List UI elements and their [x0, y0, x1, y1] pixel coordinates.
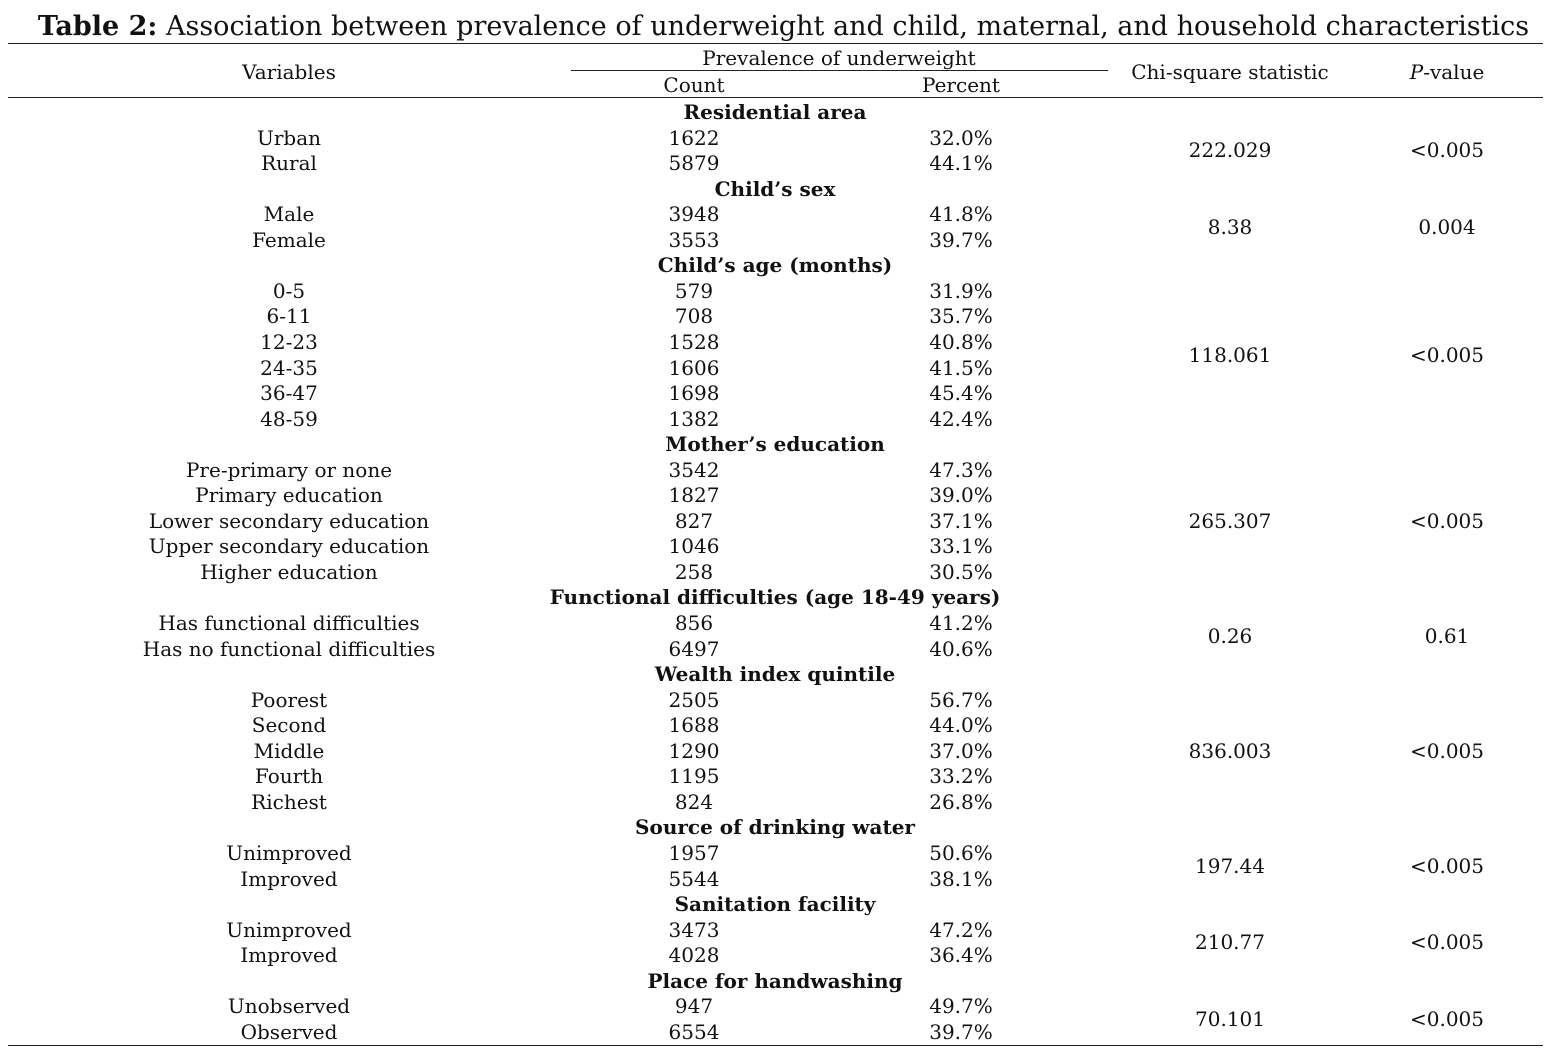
row-percent: 44.1%: [929, 151, 993, 176]
row-count: 1382: [668, 406, 720, 431]
row-count: 1046: [668, 534, 720, 559]
row-label: 6-11: [266, 304, 312, 329]
row-label: 48-59: [260, 406, 318, 431]
section-title: Wealth index quintile: [654, 662, 896, 687]
header-p-value: [1410, 60, 1485, 84]
row-label: Fourth: [254, 764, 324, 789]
row-count: 824: [674, 789, 714, 814]
row-count: 1622: [668, 125, 720, 150]
table-number: Table 2:: [37, 11, 158, 42]
chi-square-value: 210.77: [1195, 930, 1265, 955]
row-label: Pre-primary or none: [185, 457, 393, 482]
row-count: 3473: [668, 917, 720, 942]
row-count: 1957: [668, 840, 720, 865]
section-title: Mother’s education: [665, 432, 885, 457]
row-count: 2505: [668, 687, 720, 712]
row-count: 1528: [668, 329, 720, 354]
row-percent: 45.4%: [929, 381, 993, 406]
row-label: Has functional difficulties: [158, 611, 420, 635]
row-count: 5544: [668, 866, 720, 891]
row-percent: 31.9%: [929, 278, 993, 303]
header-rule: [8, 97, 1543, 98]
row-count: 947: [674, 994, 714, 1019]
row-percent: 39.0%: [929, 483, 993, 508]
row-label: Unimproved: [226, 840, 352, 865]
row-label: Primary education: [195, 483, 383, 508]
row-count: 1290: [668, 738, 720, 763]
chi-square-value: 118.061: [1188, 342, 1272, 367]
row-label: Unobserved: [227, 994, 351, 1019]
chi-square-value: 0.26: [1207, 623, 1253, 648]
p-value: 0.61: [1424, 623, 1470, 648]
p-value: <0.005: [1409, 1007, 1485, 1032]
row-percent: 47.2%: [929, 917, 993, 942]
row-count: 579: [674, 278, 714, 303]
row-percent: 42.4%: [929, 406, 993, 431]
table-title: [0, 10, 1567, 44]
section-title: Child’s sex: [714, 176, 836, 201]
row-percent: 37.0%: [929, 738, 993, 763]
row-label: 36-47: [260, 381, 318, 406]
header-chi-square: Chi-square statistic: [1131, 60, 1329, 84]
chi-square-value: 8.38: [1207, 214, 1253, 239]
row-label: Female: [252, 227, 326, 252]
row-count: 827: [674, 508, 714, 533]
row-label: Higher education: [200, 559, 378, 584]
table-caption: Association between prevalence of underweight and child, maternal, and household characteristics: [157, 11, 1530, 42]
row-count: 6497: [668, 636, 720, 661]
row-percent: 33.1%: [929, 534, 993, 559]
row-percent: 41.8%: [929, 202, 993, 227]
row-label: Upper secondary education: [148, 534, 430, 559]
section-title: Sanitation facility: [674, 892, 876, 917]
p-value: <0.005: [1409, 738, 1485, 763]
header-variables: Variables: [242, 60, 336, 84]
row-count: 1195: [668, 764, 720, 789]
row-percent: 32.0%: [929, 125, 993, 150]
row-percent: 40.8%: [929, 329, 993, 354]
row-label: 12-23: [260, 329, 318, 354]
row-label: Improved: [240, 943, 338, 968]
chi-square-value: 70.101: [1195, 1007, 1265, 1032]
row-count: 3542: [668, 457, 720, 482]
row-percent: 39.7%: [929, 227, 993, 252]
p-value: <0.005: [1409, 853, 1485, 878]
row-label: Male: [263, 202, 315, 227]
row-label: 24-35: [260, 355, 318, 380]
row-percent: 33.2%: [929, 764, 993, 789]
row-count: 4028: [668, 943, 720, 968]
p-value: <0.005: [1409, 930, 1485, 955]
section-title: Source of drinking water: [635, 815, 915, 840]
row-percent: 30.5%: [929, 559, 993, 584]
row-label: Urban: [256, 125, 322, 150]
row-percent: 41.5%: [929, 355, 993, 380]
row-label: Has no functional difficulties: [142, 636, 436, 661]
row-percent: 56.7%: [929, 687, 993, 712]
row-percent: 47.3%: [929, 457, 993, 482]
row-percent: 37.1%: [929, 508, 993, 533]
row-percent: 26.8%: [929, 789, 993, 814]
p-value: 0.004: [1418, 214, 1476, 239]
header-percent: Percent: [922, 73, 1000, 97]
row-percent: 40.6%: [929, 636, 993, 661]
top-rule: [8, 43, 1543, 44]
p-letter: P: [1409, 60, 1424, 84]
p-value: <0.005: [1409, 508, 1485, 533]
row-percent: 35.7%: [929, 304, 993, 329]
row-percent: 49.7%: [929, 994, 993, 1019]
row-count: 5879: [668, 151, 720, 176]
row-count: 6554: [668, 1019, 720, 1044]
header-prevalence: Prevalence of underweight: [702, 46, 976, 70]
section-title: Place for handwashing: [647, 968, 903, 993]
row-count: 856: [674, 611, 714, 635]
header-count: Count: [663, 73, 725, 97]
row-label: 0-5: [272, 278, 306, 303]
section-title: Functional difficulties (age 18-49 years): [549, 585, 1001, 610]
p-value: <0.005: [1409, 138, 1485, 163]
row-percent: 39.7%: [929, 1019, 993, 1044]
section-title: Residential area: [683, 100, 867, 124]
row-label: Middle: [253, 738, 325, 763]
bottom-rule: [8, 1045, 1543, 1046]
row-percent: 36.4%: [929, 943, 993, 968]
row-count: 258: [674, 559, 714, 584]
row-count: 1827: [668, 483, 720, 508]
chi-square-value: 836.003: [1188, 738, 1272, 763]
row-percent: 41.2%: [929, 611, 993, 635]
row-percent: 44.0%: [929, 713, 993, 738]
row-percent: 38.1%: [929, 866, 993, 891]
row-label: Observed: [240, 1019, 338, 1044]
row-label: Richest: [251, 789, 327, 814]
row-label: Unimproved: [226, 917, 352, 942]
prevalence-subrule: [571, 70, 1108, 71]
p-value: <0.005: [1409, 342, 1485, 367]
p-suffix: -value: [1423, 60, 1485, 84]
chi-square-value: 222.029: [1188, 138, 1272, 163]
row-count: 708: [674, 304, 714, 329]
chi-square-value: 265.307: [1188, 508, 1272, 533]
row-label: Second: [251, 713, 327, 738]
row-count: 1698: [668, 381, 720, 406]
section-title: Child’s age (months): [657, 253, 893, 278]
row-count: 1688: [668, 713, 720, 738]
row-label: Poorest: [250, 687, 328, 712]
chi-square-value: 197.44: [1195, 853, 1265, 878]
row-percent: 50.6%: [929, 840, 993, 865]
row-count: 3948: [668, 202, 720, 227]
row-label: Lower secondary education: [148, 508, 430, 533]
row-count: 3553: [668, 227, 720, 252]
row-count: 1606: [668, 355, 720, 380]
row-label: Improved: [240, 866, 338, 891]
row-label: Rural: [261, 151, 317, 176]
